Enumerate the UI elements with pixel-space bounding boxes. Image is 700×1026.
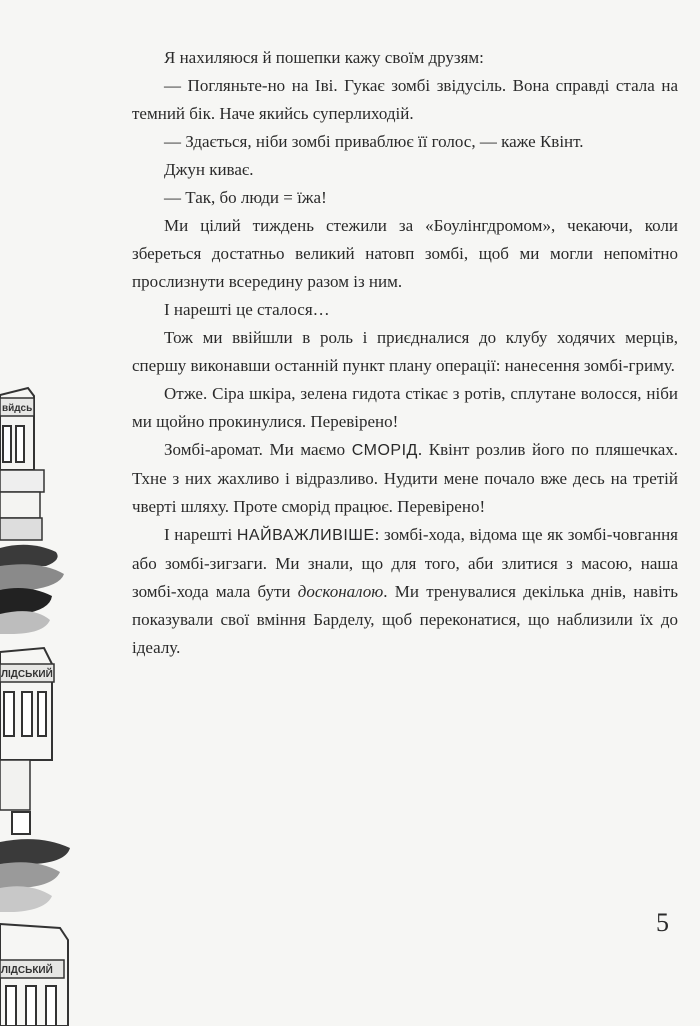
paragraph <box>132 72 678 128</box>
paragraph <box>132 436 678 521</box>
zombie-town-illustration <box>0 0 80 1026</box>
paragraph <box>132 184 678 212</box>
body-text <box>132 44 678 662</box>
text-run: — Здається, ніби зомбі приваблює її голос, — каже Квінт. <box>164 132 584 151</box>
paragraph <box>132 44 678 72</box>
page-number: 5 <box>656 908 669 937</box>
paragraph <box>132 521 678 662</box>
text-run: Джун киває. <box>164 160 254 179</box>
text-run: Зомбі-аромат. Ми маємо <box>164 440 352 459</box>
text-run: . Квінт розлив його по пляшечках. Тхне з них жахливо і відразливо. Нудити мене почало вже десь на третій чверті шляху. Проте сморід працює. Перевірено! <box>132 440 678 516</box>
text-run: . Ми тренувалися декілька днів, навіть показували свої вміння Барделу, щоб переконатися, що наблизили їх до ідеалу. <box>132 582 678 657</box>
emphasis-caps: СМОРІД <box>351 442 418 459</box>
paragraph <box>132 324 678 380</box>
text-run: — Погляньте-но на Іві. Гукає зомбі звідусіль. Вона справді стала на темний бік. Наче якийсь суперлиходій. <box>132 76 678 123</box>
emphasis-italic: досконалою <box>297 582 384 601</box>
paragraph <box>132 380 678 436</box>
text-run: Я нахиляюся й пошепки кажу своїм друзям: <box>164 48 484 67</box>
text-run: — Так, бо люди = їжа! <box>164 188 327 207</box>
sign-text: вйдсь <box>2 403 33 414</box>
text-run: І нарешті це сталося… <box>164 300 330 319</box>
text-run: І нарешті <box>164 525 237 544</box>
text-run: Ми цілий тиждень стежили за «Боулінгдромом», чекаючи, коли збереться достатньо великий натовп зомбі, щоб ми могли непомітно прослизнути всередину разом із ним. <box>132 216 678 291</box>
emphasis-caps: НАЙВАЖЛИВІШЕ <box>236 527 375 544</box>
sign-text: ЛІДСЬКИЙ <box>1 669 53 680</box>
paragraph <box>132 128 678 156</box>
paragraph <box>132 156 678 184</box>
sign-text: ЛІДСЬКИЙ <box>1 965 53 976</box>
paragraph <box>132 296 678 324</box>
text-run: Отже. Сіра шкіра, зелена гидота стікає з ротів, сплутане волосся, ніби ми щойно прокинулися. Перевірено! <box>132 384 678 431</box>
text-run: : зомбі-хода, відома ще як зомбі-човгання або зомбі-зигзаги. Ми знали, що для того, аби злитися з масою, наша зомбі-хода мала бути <box>132 525 678 601</box>
paragraph <box>132 212 678 296</box>
text-run: Тож ми ввійшли в роль і приєдналися до клубу ходячих мерців, спершу виконавши останній пункт плану операції: нанесення зомбі-гриму. <box>132 328 678 375</box>
